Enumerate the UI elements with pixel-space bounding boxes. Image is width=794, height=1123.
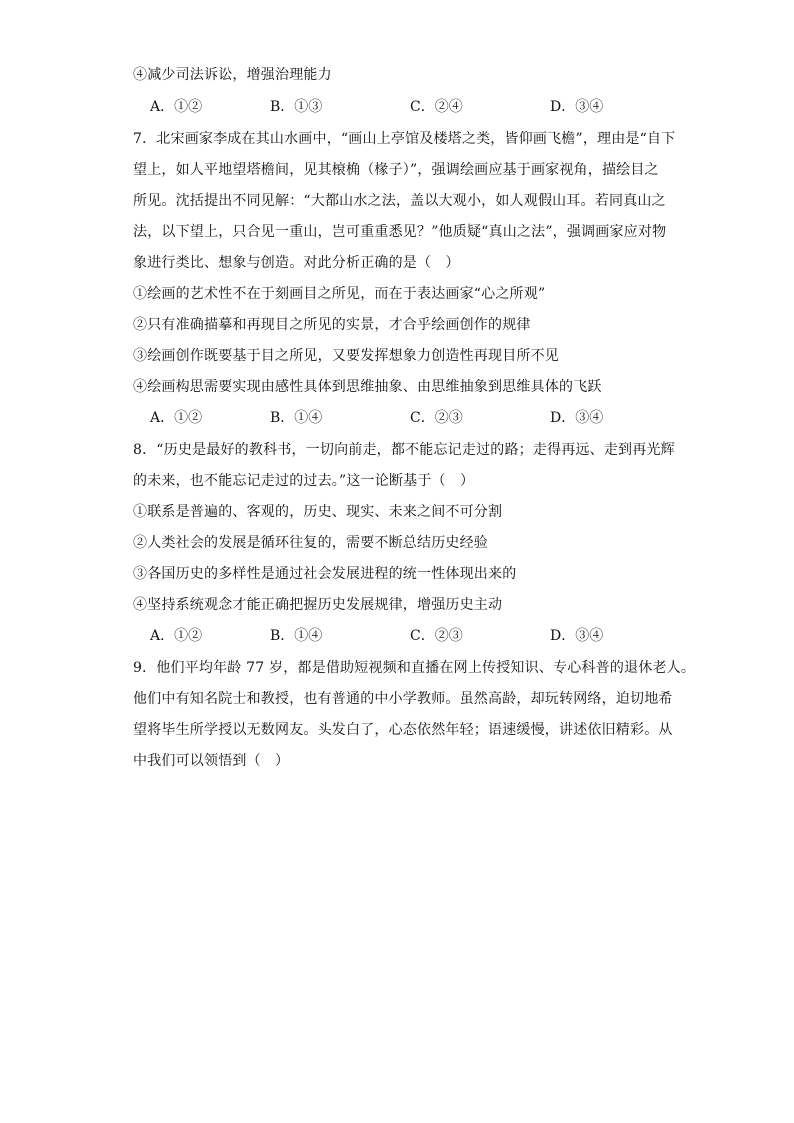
q6-options: [150, 96, 620, 118]
q6-statement-4: ④减少司法诉讼，增强治理能力: [133, 67, 332, 83]
q8-statement-2: ②人类社会的发展是循环往复的，需要不断总结历史经验: [133, 535, 488, 551]
q7-stem-line: 所见。沈括提出不同见解：“大都山水之法，盖以大观小，如人观假山耳。若同真山之: [133, 193, 666, 209]
q8-statement-4: ④坚持系统观念才能正确把握历史发展规律，增强历史主动: [133, 597, 503, 613]
q8-statement-3: ③各国历史的多样性是通过社会发展进程的统一性体现出来的: [133, 566, 517, 582]
q7-option-d: D．③④: [550, 410, 604, 426]
q6-option-b: B．①③: [270, 99, 323, 115]
q8-option-d: D．③④: [550, 628, 604, 644]
q8-stem-line: 的未来，也不能忘记走过的过去。”这一论断基于（ ）: [133, 473, 475, 489]
q8-options: [150, 625, 620, 647]
q8-option-a: A．①②: [150, 628, 203, 644]
q8-stem-line: 8．“历史是最好的教科书，一切向前走，都不能忘记走过的路；走得再远、走到再光辉: [133, 442, 675, 458]
q7-option-b: B．①④: [270, 410, 323, 426]
q9-stem-line: 9．他们平均年龄 77 岁，都是借助短视频和直播在网上传授知识、专心科普的退休老人。: [133, 660, 696, 676]
q7-statement-4: ④绘画构思需要实现由感性具体到思维抽象、由思维抽象到思维具体的飞跃: [133, 379, 602, 395]
q8-option-c: C．②③: [410, 628, 463, 644]
q6-option-a: A．①②: [150, 99, 203, 115]
q7-stem-line: 7．北宋画家李成在其山水画中，“画山上亭馆及楼塔之类，皆仰画飞檐”，理由是“自下: [133, 131, 676, 147]
q7-statement-2: ②只有准确描摹和再现目之所见的实景，才合乎绘画创作的规律: [133, 317, 531, 333]
q7-statement-3: ③绘画创作既要基于目之所见，又要发挥想象力创造性再现目所不见: [133, 348, 559, 364]
q8-statement-1: ①联系是普遍的、客观的，历史、现实、未来之间不可分割: [133, 504, 503, 520]
q7-statement-1: ①绘画的艺术性不在于刻画目之所见，而在于表达画家“心之所观”: [133, 286, 546, 302]
q7-option-a: A．①②: [150, 410, 203, 426]
q8-option-b: B．①④: [270, 628, 323, 644]
q9-stem-line: 他们中有知名院士和教授，也有普通的中小学教师。虽然高龄，却玩转网络，迫切地希: [133, 691, 673, 707]
q7-stem-line: 象进行类比、想象与创造。对此分析正确的是（ ）: [133, 255, 460, 271]
q7-options: [150, 407, 620, 429]
q7-stem-line: 望上，如人平地望塔檐间，见其榱桷（椽子）”，强调绘画应基于画家视角，描绘目之: [133, 162, 659, 178]
q6-option-c: C．②④: [410, 99, 463, 115]
q9-stem-line: 中我们可以领悟到（ ）: [133, 753, 290, 769]
q7-option-c: C．②③: [410, 410, 463, 426]
q9-stem-line: 望将毕生所学授以无数网友。头发白了，心态依然年轻；语速缓慢，讲述依旧精彩。从: [133, 722, 673, 738]
q6-option-d: D．③④: [550, 99, 604, 115]
q7-stem-line: 法，以下望上，只合见一重山，岂可重重悉见？”他质疑“真山之法”，强调画家应对物: [133, 224, 667, 240]
